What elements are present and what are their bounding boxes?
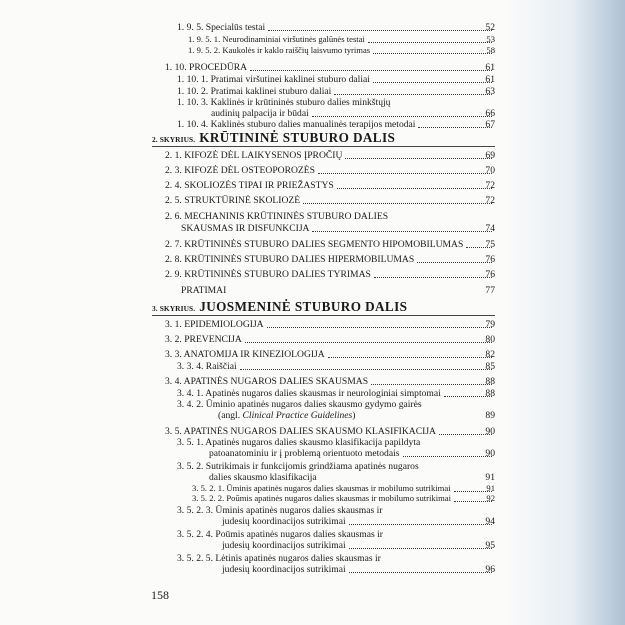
toc-entry: patoanatominiu ir į problemą orientuoto metodais 90: [209, 448, 495, 459]
toc-entry: 2. 5. STRUKTŪRINĖ SKOLIOZĖ 72: [165, 195, 495, 206]
toc-entry: 2. 8. KRŪTININĖS STUBURO DALIES HIPERMOBILUMAS 76: [165, 254, 495, 265]
toc-entry-line1: 3. 5. 2. 5. Lėtinis apatinės nugaros dalies skausmas ir: [177, 553, 381, 564]
chapter-rule: [152, 315, 495, 316]
page-number: 52: [485, 22, 495, 33]
toc-entry: 1. 9. 5. 1. Neurodinaminiai viršutinės galūnės testai 53: [188, 34, 495, 44]
chapter-heading: 3. SKYRIUS. JUOSMENINĖ STUBURO DALIS: [152, 299, 408, 314]
toc-entry: 3. 2. PREVENCIJA 80: [165, 334, 495, 345]
toc-entry: 3. 1. EPIDEMIOLOGIJA 79: [165, 319, 495, 330]
toc-entry: 3. 3. ANATOMIJA IR KINEZIOLOGIJA 82: [165, 349, 495, 360]
toc-entry-line1: 3. 5. 2. 4. Poūmis apatinės nugaros dalies skausmas ir: [177, 529, 383, 540]
toc-entry: 3. 5. 2. 1. Ūminis apatinės nugaros dalies skausmas ir mobilumo sutrikimai 91: [192, 483, 495, 493]
chapter-rule: [152, 146, 495, 147]
toc-entry-line1: 3. 5. 2. Sutrikimais ir funkcijomis grindžiama apatinės nugaros: [177, 461, 419, 472]
toc-entry-line1: 3. 4. 2. Ūminio apatinės nugaros dalies skausmo gydymo gairės: [177, 399, 422, 410]
toc-entry: 2. 4. SKOLIOZĖS TIPAI IR PRIEŽASTYS 72: [165, 180, 495, 191]
toc-entry: judesių koordinacijos sutrikimai 96: [222, 564, 495, 575]
toc-entry: 3. 4. APATINĖS NUGAROS DALIES SKAUSMAS 88: [165, 376, 495, 387]
toc-entry: 2. 9. KRŪTININĖS STUBURO DALIES TYRIMAS 76: [165, 269, 495, 280]
toc-entry: PRATIMAI 77: [181, 285, 495, 296]
toc-entry: 2. 3. KIFOZĖ DĖL OSTEOPOROZĖS 70: [165, 165, 495, 176]
toc-entry: 2. 1. KIFOZĖ DĖL LAIKYSENOS ĮPROČIŲ 69: [165, 150, 495, 161]
toc-entry: 2. 7. KRŪTININĖS STUBURO DALIES SEGMENTO HIPOMOBILUMAS 75: [165, 239, 495, 250]
toc-entry: 1. 10. 1. Pratimai viršutinei kaklinei stuburo daliai 61: [177, 74, 495, 85]
toc-entry: (angl. Clinical Practice Guidelines) 89: [218, 410, 495, 421]
toc-entry: dalies skausmo klasifikacija 91: [209, 472, 495, 483]
toc-entry: 1. 9. 5. Specialūs testai 52: [177, 22, 495, 33]
toc-entry: 3. 5. 2. 2. Poūmis apatinės nugaros dalies skausmas ir mobilumo sutrikimai 92: [192, 493, 495, 503]
toc-entry: 1. 10. 2. Pratimai kaklinei stuburo daliai 63: [177, 86, 495, 97]
toc-entry-line1: 3. 5. 2. 3. Ūminis apatinės nugaros dalies skausmas ir: [177, 505, 383, 516]
toc-entry: audinių palpacija ir būdai 66: [211, 108, 495, 119]
toc-entry: 1. 9. 5. 2. Kaukolės ir kaklo raiščių laisvumo tyrimas 58: [188, 45, 495, 55]
toc-entry-line1: 3. 5. 1. Apatinės nugaros dalies skausmo klasifikacija papildyta: [177, 437, 421, 448]
toc-entry: judesių koordinacijos sutrikimai 94: [222, 516, 495, 527]
toc-entry: 1. 10. 4. Kaklinės stuburo dalies manualinės terapijos metodai 67: [177, 119, 495, 130]
toc-entry: 3. 3. 4. Raiščiai 85: [177, 361, 495, 372]
chapter-heading: 2. SKYRIUS. KRŪTININĖ STUBURO DALIS: [152, 130, 396, 145]
toc-entry: SKAUSMAS IR DISFUNKCIJA 74: [181, 223, 495, 234]
toc-entry: 3. 4. 1. Apatinės nugaros dalies skausmas ir neurologiniai simptomai 88: [177, 388, 495, 399]
page-folio: 158: [151, 588, 169, 602]
toc-entry-line1: 1. 10. 3. Kaklinės ir krūtininės stuburo dalies minkštųjų: [177, 97, 391, 108]
toc-entry-line1: 2. 6. MECHANINIS KRŪTININĖS STUBURO DALIES: [165, 211, 389, 222]
toc-entry: 3. 5. APATINĖS NUGAROS DALIES SKAUSMO KLASIFIKACIJA 90: [165, 426, 495, 437]
toc-entry: 1. 10. PROCEDŪRA 61: [165, 62, 495, 73]
toc-entry: judesių koordinacijos sutrikimai 95: [222, 540, 495, 551]
